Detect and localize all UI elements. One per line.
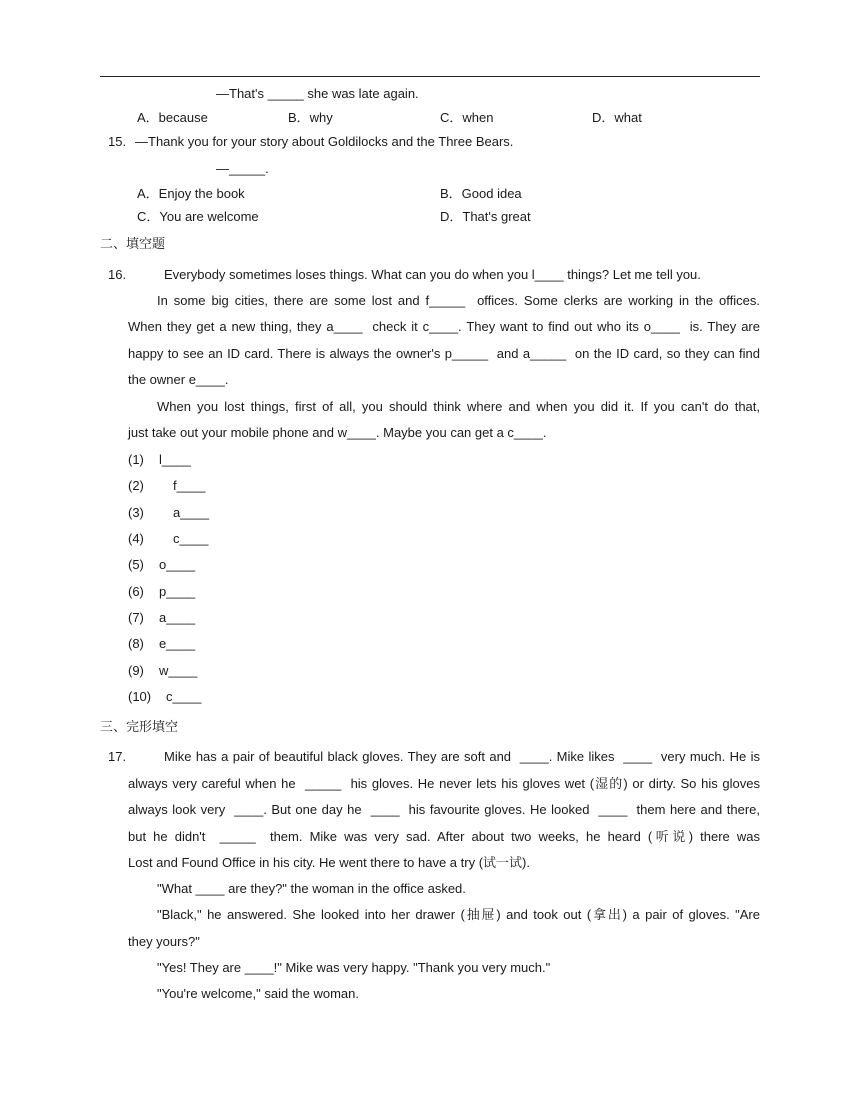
answer-number: (3) bbox=[128, 505, 144, 520]
q16-line-2: In some big cities, there are some lost and f_____ offices. Some clerks are working in the offices. bbox=[157, 293, 760, 308]
answer-blank: a____ bbox=[159, 610, 196, 625]
section-title-cloze: 三、完形填空 bbox=[100, 719, 179, 734]
q17-line-5: Lost and Found Office in his city. He went there to have a try (试一试). bbox=[128, 855, 530, 870]
q16-line-1: Everybody sometimes loses things. What can you do when you l____ things? Let me tell you. bbox=[164, 267, 701, 282]
answer-blank: w____ bbox=[159, 663, 198, 678]
q15-stem: —Thank you for your story about Goldilocks and the Three Bears. bbox=[135, 134, 514, 149]
q17-line-4: but he didn't _____ them. Mike was very sad. After about two weeks, he heard (听说) there was bbox=[128, 829, 760, 844]
answer-blank: l____ bbox=[159, 452, 191, 467]
q17-line-3: always look very ____. But one day he ____ his favourite gloves. He looked ____ them here and there, bbox=[128, 802, 760, 817]
answer-number: (4) bbox=[128, 531, 144, 546]
q16-line-4: happy to see an ID card. There is always the owner's p_____ and a_____ on the ID card, so they can find bbox=[128, 346, 760, 361]
answer-number: (1) bbox=[128, 452, 144, 467]
answer-blank: f____ bbox=[173, 478, 206, 493]
answer-blank: e____ bbox=[159, 636, 196, 651]
q17-number: 17. bbox=[108, 749, 127, 764]
answer-number: (6) bbox=[128, 584, 144, 599]
q15-option-b: B．Good idea bbox=[440, 186, 522, 201]
q15-reply: —_____. bbox=[216, 161, 269, 176]
q17-line-1: Mike has a pair of beautiful black gloves. They are soft and ____. Mike likes ____ very much. He is bbox=[164, 749, 760, 764]
q15-number: 15. bbox=[108, 134, 127, 149]
q16-number: 16. bbox=[108, 267, 127, 282]
q15-option-d: D．That's great bbox=[440, 209, 531, 224]
answer-number: (2) bbox=[128, 478, 144, 493]
answer-number: (9) bbox=[128, 663, 144, 678]
answer-blank: c____ bbox=[173, 531, 209, 546]
q17-line-7: "Black," he answered. She looked into her drawer (抽屉) and took out (拿出) a pair of gloves. "Are bbox=[157, 907, 760, 922]
q14-option-a: A．because bbox=[137, 110, 208, 125]
q14-option-c: C．when bbox=[440, 110, 494, 125]
q17-line-10: "You're welcome," said the woman. bbox=[157, 986, 360, 1001]
header-rule bbox=[100, 76, 760, 77]
q16-line-3: When they get a new thing, they a____ check it c____. They want to find out who its o____ is. They are bbox=[128, 319, 760, 334]
section-title-fill-blank: 二、填空题 bbox=[100, 236, 166, 251]
q14-option-d: D．what bbox=[592, 110, 642, 125]
q16-line-7: just take out your mobile phone and w____. Maybe you can get a c____. bbox=[128, 425, 547, 440]
answer-number: (7) bbox=[128, 610, 144, 625]
q17-line-8: they yours?" bbox=[128, 934, 200, 949]
answer-blank: p____ bbox=[159, 584, 196, 599]
q15-option-a: A．Enjoy the book bbox=[137, 186, 245, 201]
q14-reply: —That's _____ she was late again. bbox=[216, 86, 419, 101]
answer-number: (10) bbox=[128, 689, 152, 704]
answer-number: (5) bbox=[128, 557, 144, 572]
q16-line-6: When you lost things, first of all, you should think where and when you did it. If you can't do that, bbox=[157, 399, 760, 414]
q17-line-2: always very careful when he _____ his gloves. He never lets his gloves wet (湿的) or dirty. So his gloves bbox=[128, 776, 760, 791]
q14-option-b: B．why bbox=[288, 110, 333, 125]
q16-line-5: the owner e____. bbox=[128, 372, 229, 387]
q17-line-6: "What ____ are they?" the woman in the office asked. bbox=[157, 881, 466, 896]
answer-blank: a____ bbox=[173, 505, 210, 520]
answer-blank: c____ bbox=[166, 689, 202, 704]
answer-blank: o____ bbox=[159, 557, 196, 572]
q17-line-9: "Yes! They are ____!" Mike was very happy. "Thank you very much." bbox=[157, 960, 551, 975]
q15-option-c: C．You are welcome bbox=[137, 209, 259, 224]
answer-number: (8) bbox=[128, 636, 144, 651]
